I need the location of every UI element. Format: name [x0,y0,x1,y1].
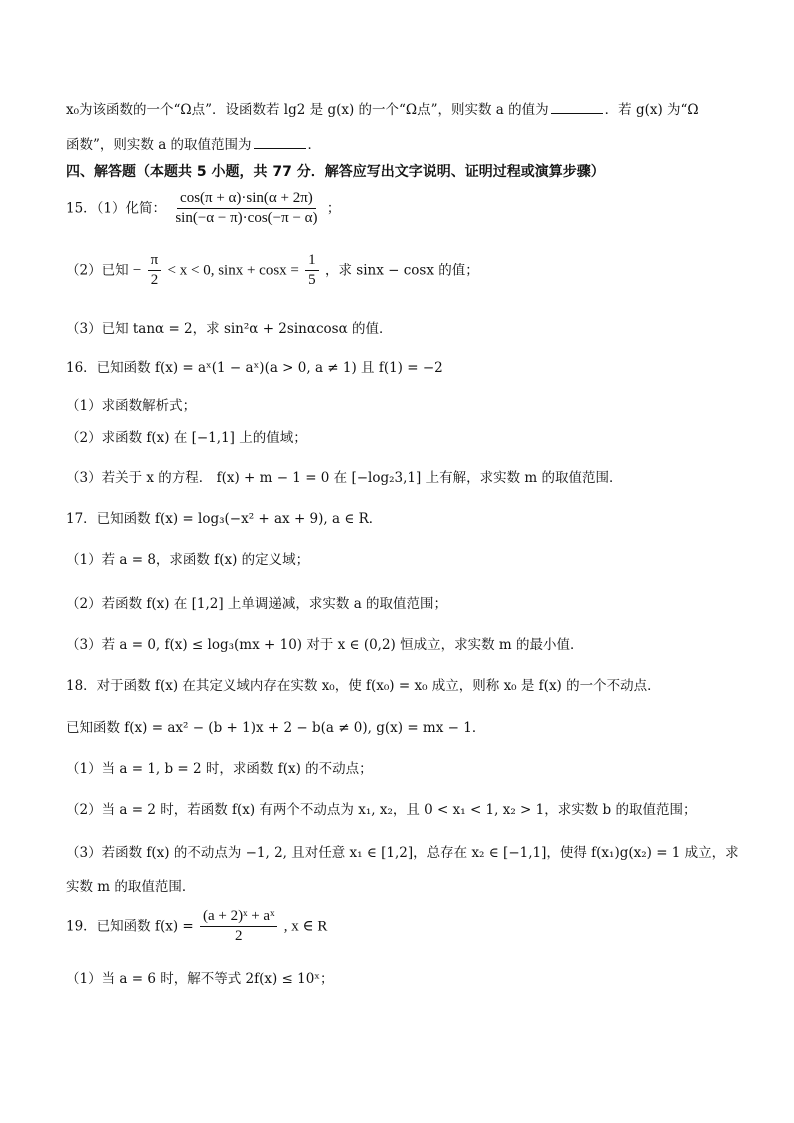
q15-part2-fraction-1 [148,252,162,290]
q16-part3: （3）若关于 x 的方程． f(x) + m − 1 = 0 在 [−log₂3,1] 上有解，求实数 m 的取值范围． [66,470,623,486]
q15-part2-label: （2）已知 [66,262,129,279]
intro-line-1-text: x₀为该函数的一个“Ω点”．设函数若 lg2 是 g(x) 的一个“Ω点”，则实数 a 的值为 [66,102,549,118]
q19-stem-tail: , x ∈ R [283,918,328,935]
q15-part1-tail: ； [326,200,341,217]
q15-part2-minus: − [132,262,142,279]
q17-stem: 17．已知函数 f(x) = log₃(−x² + ax + 9), a ∈ R． [66,511,383,527]
q15-part2-condition: < x < 0, sinx + cosx = [167,262,299,279]
q18-stem: 18．对于函数 f(x) 在其定义域内存在实数 x₀，使 f(x₀) = x₀ 成立，则称 x₀ 是 f(x) 的一个不动点． [66,678,661,694]
q18-part1: （1）当 a = 1, b = 2 时，求函数 f(x) 的不动点； [66,761,373,777]
q16-stem: 16．已知函数 f(x) = aˣ(1 − aˣ)(a > 0, a ≠ 1) 且 f(1) = −2 [66,360,443,376]
answer-blank-1 [551,101,603,114]
q19-fraction [200,908,277,946]
answer-blank-2 [254,136,306,149]
q15-part2-frac2-den: 5 [308,272,316,289]
q18-part3-line2: 实数 m 的取值范围． [66,879,196,895]
intro-line-1 [66,98,754,118]
q15-part2-fraction-2 [305,252,319,290]
q15-label: 15．（1）化简： [66,200,167,217]
intro-line-2 [66,133,754,153]
q17-part3: （3）若 a = 0, f(x) ≤ log₃(mx + 10) 对于 x ∈ (0,2) 恒成立，求实数 m 的最小值． [66,637,584,653]
q17-part1: （1）若 a = 8，求函数 f(x) 的定义域； [66,552,310,568]
section-title: 四、解答题（本题共 5 小题，共 77 分．解答应写出文字说明、证明过程或演算步骤） [66,164,605,180]
q19-fraction-denominator: 2 [234,928,243,945]
q18-given: 已知函数 f(x) = ax² − (b + 1)x + 2 − b(a ≠ 0), g(x) = mx − 1． [66,720,486,736]
q15-fraction-numerator: cos(π + α)·sin(α + 2π) [177,190,316,209]
q15-part2-frac1-den: 2 [150,272,159,289]
q16-part1: （1）求函数解析式； [66,398,197,414]
intro-line-2-text: 函数”，则实数 a 的取值范围为 [66,137,252,153]
intro-line-2-tail: ． [307,137,322,153]
q15-part1 [66,190,754,228]
q15-fraction-denominator: sin(−α − π)·cos(−π − α) [175,210,318,227]
q19-part1: （1）当 a = 6 时，解不等式 2f(x) ≤ 10ˣ； [66,971,334,987]
q15-part3: （3）已知 tanα = 2，求 sin²α + 2sinαcosα 的值． [66,321,393,337]
q15-part2-frac2-num: 1 [305,252,319,271]
q15-part2 [66,252,754,290]
q19-stem [66,908,754,946]
q15-fraction [172,190,320,228]
q15-part2-tail: ，求 sinx − cosx 的值； [324,262,479,279]
q15-part2-frac1-num: π [148,252,162,271]
q16-part2: （2）求函数 f(x) 在 [−1,1] 上的值域； [66,430,307,446]
q17-part2: （2）若函数 f(x) 在 [1,2] 上单调递减，求实数 a 的取值范围； [66,596,448,612]
intro-line-1-tail: ．若 g(x) 为“Ω [604,102,699,118]
q19-fraction-numerator: (a + 2)ˣ + aˣ [200,908,277,927]
q18-part3-line1: （3）若函数 f(x) 的不动点为 −1, 2, 且对任意 x₁ ∈ [1,2]，总存在 x₂ ∈ [−1,1]，使得 f(x₁)g(x₂) = 1 成立，求 [66,845,739,861]
q19-stem-lead: 19．已知函数 f(x) = [66,918,194,935]
q18-part2: （2）当 a = 2 时，若函数 f(x) 有两个不动点为 x₁, x₂，且 0 < x₁ < 1, x₂ > 1，求实数 b 的取值范围； [66,802,697,818]
